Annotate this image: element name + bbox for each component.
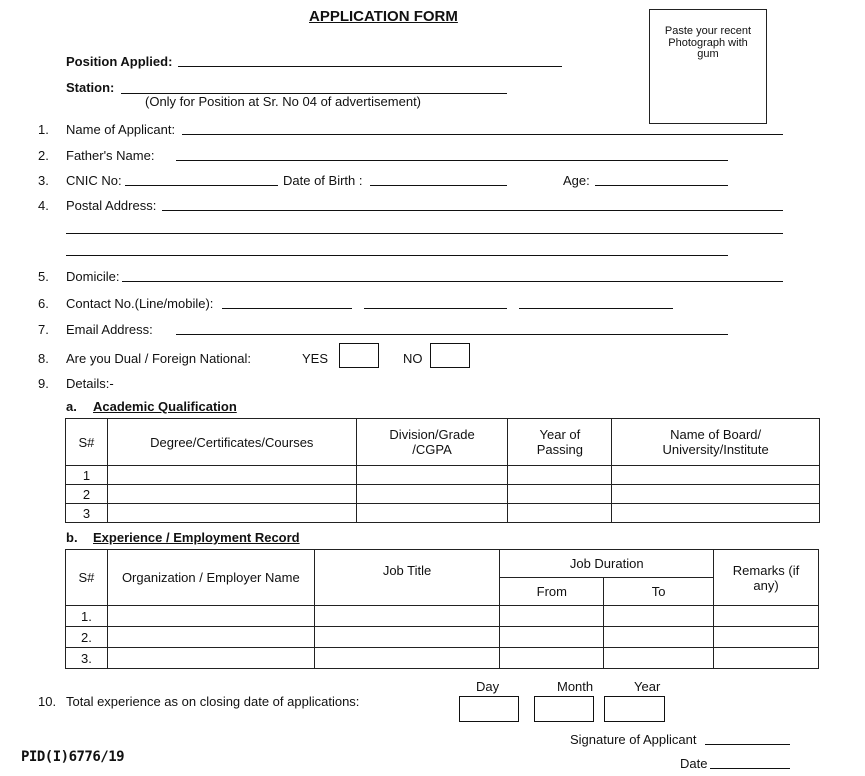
table-cell[interactable] xyxy=(714,606,819,627)
table-cell[interactable] xyxy=(356,466,508,485)
row-number: 1. xyxy=(66,606,108,627)
age-label: Age: xyxy=(563,173,590,188)
month-label: Month xyxy=(557,679,594,694)
date-label: Date xyxy=(680,756,708,771)
table-cell[interactable] xyxy=(314,606,500,627)
contact-field-1[interactable] xyxy=(222,308,352,309)
total-experience-label: Total experience as on closing date of applications: xyxy=(66,694,360,709)
item-number: 6. xyxy=(38,296,49,311)
table-row xyxy=(66,466,820,485)
station-label: Station: xyxy=(66,80,115,95)
table-cell[interactable] xyxy=(356,485,508,504)
academic-header-year: Year of Passing xyxy=(508,419,612,466)
table-row xyxy=(66,627,819,648)
father-name-label: Father's Name: xyxy=(66,148,155,163)
item-number: 3. xyxy=(38,173,49,188)
item-number: 2. xyxy=(38,148,49,163)
table-cell[interactable] xyxy=(107,466,356,485)
day-label: Day xyxy=(476,679,500,694)
postal-address-field-3[interactable] xyxy=(66,255,728,256)
no-checkbox[interactable] xyxy=(430,343,470,368)
experience-header-to: To xyxy=(604,578,714,606)
postal-address-label: Postal Address: xyxy=(66,198,157,213)
item-number: 1. xyxy=(38,122,49,137)
table-row xyxy=(66,606,819,627)
dual-national-label: Are you Dual / Foreign National: xyxy=(66,351,251,366)
dob-label: Date of Birth : xyxy=(283,173,363,188)
contact-label: Contact No.(Line/mobile): xyxy=(66,296,214,311)
experience-header-sno: S# xyxy=(66,550,108,606)
day-input[interactable] xyxy=(459,696,519,722)
yes-label: YES xyxy=(302,351,329,366)
academic-header-board: Name of Board/ University/Institute xyxy=(612,419,820,466)
no-label: NO xyxy=(403,351,423,366)
applicant-name-label: Name of Applicant: xyxy=(66,122,176,137)
signature-label: Signature of Applicant xyxy=(570,732,697,747)
signature-field[interactable] xyxy=(705,744,790,745)
item-number: 5. xyxy=(38,269,49,284)
table-cell[interactable] xyxy=(714,648,819,669)
cnic-label: CNIC No: xyxy=(66,173,122,188)
academic-heading: Academic Qualification xyxy=(93,399,237,414)
experience-heading: Experience / Employment Record xyxy=(93,530,300,545)
details-label: Details:- xyxy=(66,376,114,391)
table-cell[interactable] xyxy=(500,606,604,627)
academic-header-degree: Degree/Certificates/Courses xyxy=(107,419,356,466)
table-cell[interactable] xyxy=(612,485,820,504)
experience-header-from: From xyxy=(500,578,604,606)
table-cell[interactable] xyxy=(714,627,819,648)
table-cell[interactable] xyxy=(107,606,314,627)
experience-header-org: Organization / Employer Name xyxy=(107,550,314,606)
experience-header-job: Job Title xyxy=(314,550,500,606)
postal-address-field-2[interactable] xyxy=(66,233,783,234)
experience-table xyxy=(65,549,819,669)
experience-header-duration: Job Duration xyxy=(500,550,714,578)
table-cell[interactable] xyxy=(314,648,500,669)
table-row xyxy=(66,648,819,669)
table-cell[interactable] xyxy=(500,648,604,669)
applicant-name-field[interactable] xyxy=(182,134,783,135)
table-cell[interactable] xyxy=(612,504,820,523)
experience-header-remarks: Remarks (if any) xyxy=(714,550,819,606)
domicile-label: Domicile: xyxy=(66,269,120,284)
item-number: 9. xyxy=(38,376,49,391)
row-number: 2. xyxy=(66,627,108,648)
position-applied-label: Position Applied: xyxy=(66,54,173,69)
contact-field-2[interactable] xyxy=(364,308,507,309)
email-label: Email Address: xyxy=(66,322,153,337)
item-number: 8. xyxy=(38,351,49,366)
position-applied-field[interactable] xyxy=(178,66,562,67)
year-label: Year xyxy=(634,679,661,694)
father-name-field[interactable] xyxy=(176,160,728,161)
form-title: APPLICATION FORM xyxy=(309,8,458,25)
dob-field[interactable] xyxy=(370,185,507,186)
item-number: 7. xyxy=(38,322,49,337)
table-cell[interactable] xyxy=(508,504,612,523)
date-field[interactable] xyxy=(710,768,790,769)
table-cell[interactable] xyxy=(107,485,356,504)
table-cell[interactable] xyxy=(107,504,356,523)
domicile-field[interactable] xyxy=(122,281,783,282)
photo-instruction: Paste your recent Photograph with gum xyxy=(664,25,752,60)
table-cell[interactable] xyxy=(612,466,820,485)
experience-letter: b. xyxy=(66,530,78,545)
photo-box xyxy=(649,9,767,124)
table-cell[interactable] xyxy=(500,627,604,648)
cnic-field[interactable] xyxy=(125,185,278,186)
row-number: 3. xyxy=(66,648,108,669)
email-field[interactable] xyxy=(176,334,728,335)
table-cell[interactable] xyxy=(604,627,714,648)
table-row xyxy=(66,485,820,504)
item-number: 4. xyxy=(38,198,49,213)
academic-letter: a. xyxy=(66,399,77,414)
row-number: 3 xyxy=(66,504,108,523)
table-cell[interactable] xyxy=(356,504,508,523)
table-cell[interactable] xyxy=(508,485,612,504)
table-row xyxy=(66,504,820,523)
item-number: 10. xyxy=(38,694,57,709)
row-number: 1 xyxy=(66,466,108,485)
year-input[interactable] xyxy=(604,696,665,722)
table-cell[interactable] xyxy=(604,606,714,627)
station-note: (Only for Position at Sr. No 04 of advertisement) xyxy=(145,94,422,109)
pid-reference: PID(I)6776/19 xyxy=(21,749,125,765)
academic-table xyxy=(65,418,820,523)
table-cell[interactable] xyxy=(107,648,314,669)
table-cell[interactable] xyxy=(314,627,500,648)
row-number: 2 xyxy=(66,485,108,504)
table-cell[interactable] xyxy=(604,648,714,669)
table-cell[interactable] xyxy=(508,466,612,485)
age-field[interactable] xyxy=(595,185,728,186)
month-input[interactable] xyxy=(534,696,594,722)
table-cell[interactable] xyxy=(107,627,314,648)
yes-checkbox[interactable] xyxy=(339,343,379,368)
postal-address-field-1[interactable] xyxy=(162,210,783,211)
contact-field-3[interactable] xyxy=(519,308,673,309)
academic-header-sno: S# xyxy=(66,419,108,466)
academic-header-division: Division/Grade /CGPA xyxy=(356,419,508,466)
